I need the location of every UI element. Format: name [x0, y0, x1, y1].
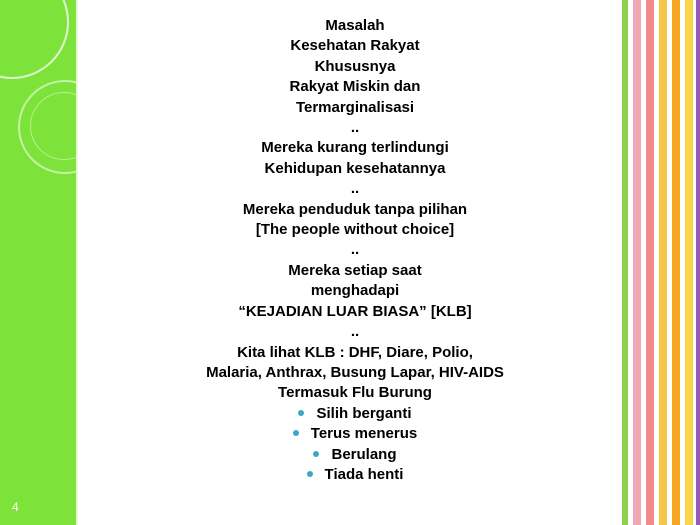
bullet-dot-icon — [313, 451, 319, 457]
bullet-item — [150, 404, 560, 424]
slide-body — [150, 16, 560, 485]
panel-divider — [76, 0, 78, 525]
slide-text-line: “KEJADIAN LUAR BIASA” [KLB] — [238, 302, 472, 320]
slide-page-number: 4 — [12, 500, 19, 514]
bullet-text: Silih berganti — [316, 404, 412, 422]
slide-text-line: Kehidupan kesehatannya — [264, 159, 446, 177]
slide-text-line: Termasuk Flu Burung — [278, 384, 432, 402]
bullet-text: Berulang — [331, 445, 397, 463]
slide-text-line: Kita lihat KLB : DHF, Diare, Polio, — [237, 343, 473, 361]
slide-text-line: Termarginalisasi — [295, 98, 415, 116]
slide-text-line: menghadapi — [310, 282, 400, 300]
slide-text-line: [The people without choice] — [255, 221, 455, 239]
bullet-text: Terus menerus — [310, 425, 418, 443]
bullet-item — [150, 465, 560, 485]
bullet-text: Tiada henti — [324, 465, 404, 483]
decor-stripe — [659, 0, 667, 525]
decor-stripe — [685, 0, 693, 525]
decor-stripe — [672, 0, 680, 525]
bullet-dot-icon — [293, 430, 299, 436]
left-decor-panel — [0, 0, 78, 525]
right-stripe-decor — [622, 0, 700, 525]
slide-text-line: Malaria, Anthrax, Busung Lapar, HIV-AIDS — [206, 363, 504, 381]
separator-dots: .. — [350, 180, 360, 198]
slide-text-line: Rakyat Miskin dan — [289, 78, 421, 96]
bullet-item — [150, 445, 560, 465]
bullet-list — [150, 404, 560, 486]
slide-text-line: Mereka penduduk tanpa pilihan — [242, 200, 468, 218]
slide-text-line: Mereka kurang terlindungi — [261, 139, 449, 157]
slide-text-line: Khususnya — [314, 57, 396, 75]
decor-stripe — [633, 0, 641, 525]
decorative-ring — [0, 0, 69, 79]
slide-text-line: Mereka setiap saat — [288, 261, 422, 279]
slide-text-line: Masalah — [325, 17, 385, 34]
decor-stripe — [646, 0, 654, 525]
separator-dots: .. — [350, 119, 360, 137]
decor-stripe — [696, 0, 700, 525]
bullet-item — [150, 424, 560, 444]
slide-text-block — [150, 16, 560, 404]
separator-dots: .. — [350, 241, 360, 259]
bullet-dot-icon — [307, 471, 313, 477]
slide-text-line: Kesehatan Rakyat — [290, 37, 420, 55]
bullet-dot-icon — [298, 410, 304, 416]
separator-dots: .. — [350, 323, 360, 341]
